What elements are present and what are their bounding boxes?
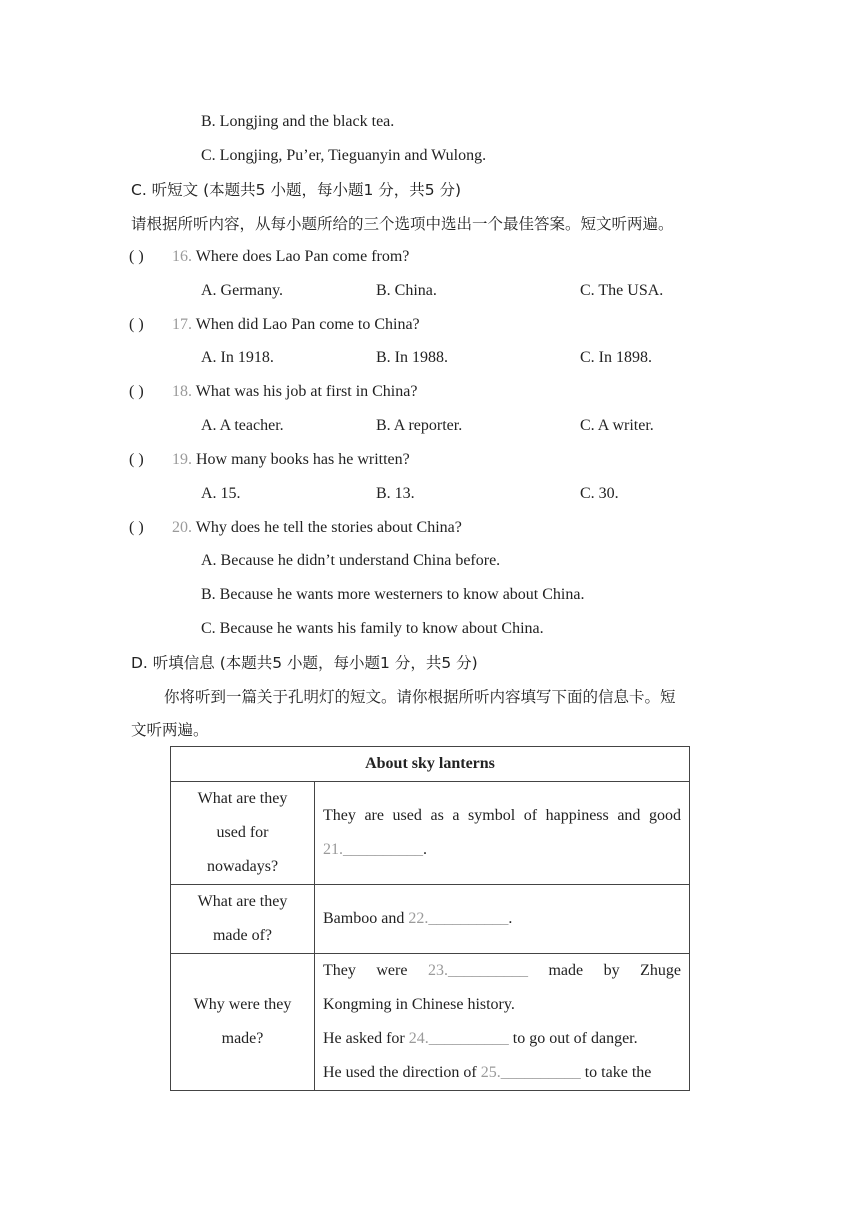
answer-paren[interactable]: ( ): [129, 383, 144, 400]
question-line: made?: [221, 1030, 264, 1047]
answer-text: made by Zhuge: [527, 962, 681, 979]
question-19: [172, 450, 410, 470]
question-16: [172, 247, 409, 267]
question-number: 20.: [172, 519, 192, 536]
question-line: What are they: [197, 790, 288, 807]
option-c: C. Because he wants his family to know about China.: [201, 620, 544, 637]
option-b: B. 13.: [376, 485, 415, 502]
question-text: Where does Lao Pan come from?: [195, 248, 410, 265]
option-c-prev: C. Longjing, Pu’er, Tieguanyin and Wulong.: [201, 147, 487, 164]
answer-paren[interactable]: ( ): [129, 248, 144, 265]
question-line: What are they: [197, 893, 288, 910]
section-d-instruction-1: 你将听到一篇关于孔明灯的短文。请你根据所听内容填写下面的信息卡。短: [164, 688, 676, 706]
section-d-instruction-2: 文听两遍。: [131, 721, 209, 739]
question-line: used for: [216, 824, 269, 841]
answer-paren[interactable]: ( ): [129, 519, 144, 536]
question-20: [172, 518, 462, 538]
option-b-prev: B. Longjing and the black tea.: [201, 113, 395, 130]
answer-line: Kongming in Chinese history.: [323, 996, 515, 1013]
info-card: [170, 746, 690, 1091]
option-c: C. The USA.: [580, 282, 664, 299]
option-b: B. A reporter.: [376, 417, 463, 434]
blank-22[interactable]: 22.__________: [408, 910, 509, 927]
answer-line: [323, 1022, 681, 1056]
option-a: A. Germany.: [201, 282, 284, 299]
answer-text: to go out of danger.: [508, 1030, 638, 1047]
blank-23[interactable]: 23.__________: [427, 962, 528, 979]
answer-line: [323, 833, 681, 867]
answer-paren[interactable]: ( ): [129, 316, 144, 333]
question-17: [172, 315, 420, 335]
option-b: B. Because he wants more westerners to know about China.: [201, 586, 585, 603]
blank-25[interactable]: 25.__________: [480, 1064, 581, 1081]
row-answer: [315, 885, 690, 954]
row-question: [171, 885, 315, 954]
answer-line: [323, 954, 681, 988]
option-b: B. In 1988.: [376, 349, 448, 366]
answer-line: [323, 1056, 681, 1090]
option-a: A. 15.: [201, 485, 241, 502]
answer-paren[interactable]: ( ): [129, 451, 144, 468]
question-text: When did Lao Pan come to China?: [195, 316, 420, 333]
row-answer: [315, 954, 690, 1091]
section-c-title: C. 听短文 (本题共5 小题，每小题1 分，共5 分): [131, 181, 462, 199]
question-number: 19.: [172, 451, 192, 468]
punctuation: .: [508, 910, 513, 927]
answer-text: to take the: [580, 1064, 652, 1081]
section-c-instruction: 请根据所听内容，从每小题所给的三个选项中选出一个最佳答案。短文听两遍。: [131, 215, 674, 233]
row-question: [171, 782, 315, 885]
question-number: 18.: [172, 383, 192, 400]
option-c: C. A writer.: [580, 417, 654, 434]
answer-text: They were: [323, 962, 428, 979]
blank-24[interactable]: 24.__________: [408, 1030, 509, 1047]
blank-21[interactable]: 21.__________: [323, 841, 423, 858]
option-c: C. 30.: [580, 485, 619, 502]
question-line: Why were they: [193, 996, 292, 1013]
answer-text: He used the direction of: [323, 1064, 481, 1081]
option-a: A. A teacher.: [201, 417, 284, 434]
question-number: 17.: [172, 316, 192, 333]
answer-text: Bamboo and: [323, 910, 409, 927]
question-18: [172, 382, 417, 402]
question-number: 16.: [172, 248, 192, 265]
question-text: What was his job at first in China?: [195, 383, 418, 400]
question-text: How many books has he written?: [196, 451, 410, 468]
section-d-title: D. 听填信息 (本题共5 小题，每小题1 分，共5 分): [131, 654, 478, 672]
option-b: B. China.: [376, 282, 437, 299]
row-question: [171, 954, 315, 1091]
info-card-header: About sky lanterns: [171, 747, 690, 782]
punctuation: .: [423, 841, 427, 858]
question-line: made of?: [212, 927, 273, 944]
question-line: nowadays?: [206, 858, 279, 875]
question-text: Why does he tell the stories about China?: [195, 519, 462, 536]
option-c: C. In 1898.: [580, 349, 652, 366]
answer-line: They are used as a symbol of happiness and good: [323, 807, 681, 824]
option-a: A. In 1918.: [201, 349, 274, 366]
row-answer: [315, 782, 690, 885]
option-a: A. Because he didn’t understand China before.: [201, 552, 501, 569]
answer-text: He asked for: [323, 1030, 409, 1047]
